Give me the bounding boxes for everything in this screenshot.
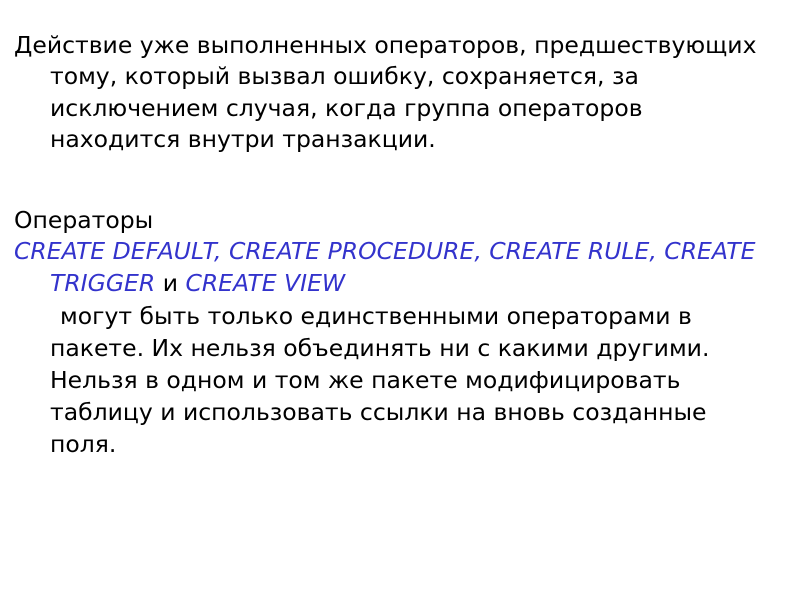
sql-statement-list xyxy=(14,236,764,299)
vertical-spacer xyxy=(14,155,764,205)
sql-statement-list-part-2: CREATE VIEW xyxy=(185,268,346,297)
sql-statement-conjunction: и xyxy=(155,268,186,297)
heading-operators: Операторы xyxy=(14,206,154,234)
sql-statement-list-part-1: CREATE DEFAULT, CREATE PROCEDURE, CREATE RULE, CREATE TRIGGER xyxy=(14,237,756,297)
paragraph-batch-restrictions: могут быть только единственными операторами в пакете. Их нельзя объединять ни с какими другими. Нельзя в одном и том же пакете модифицировать таблицу и использовать ссылки на вновь созданные поля. xyxy=(50,301,710,458)
paragraph-transaction-behavior: Действие уже выполненных операторов, предшествующих тому, который вызвал ошибку, сохраняется, за исключением случая, когда группа операторов находится внутри транзакции. xyxy=(14,31,757,153)
